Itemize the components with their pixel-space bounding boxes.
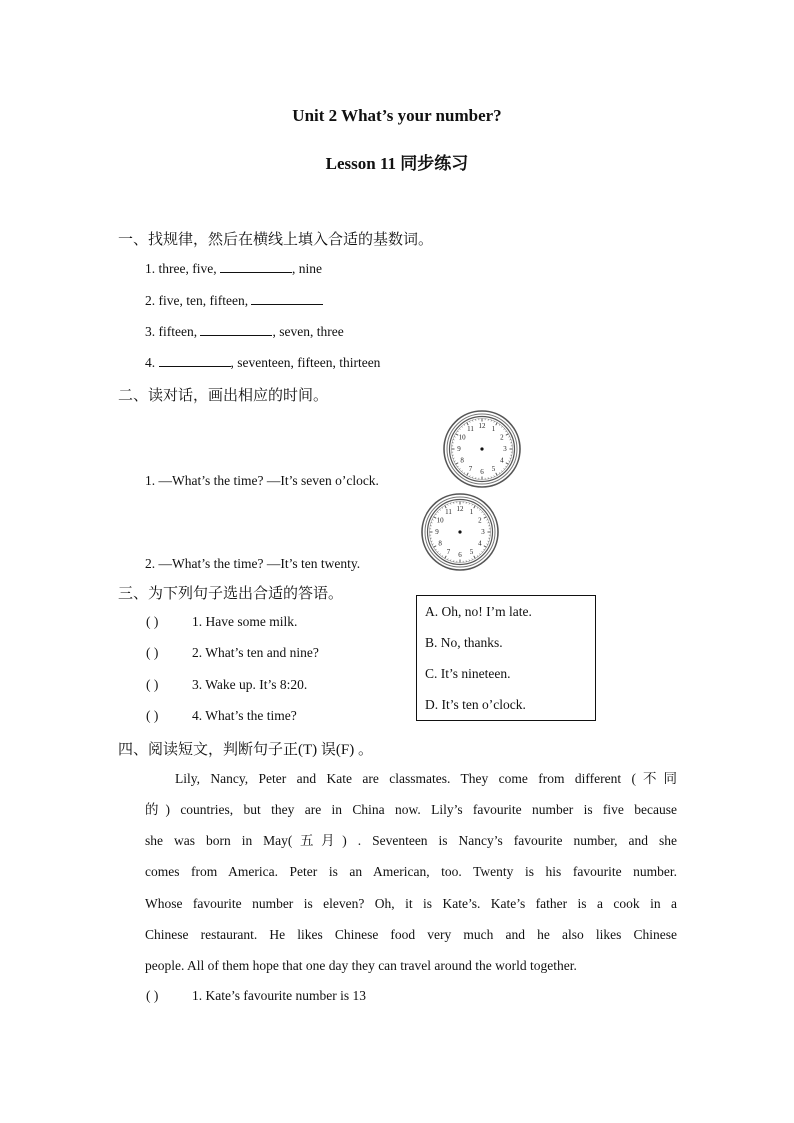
match-question-2 [146,645,319,661]
lesson-title: Lesson 11 同步练习 [325,154,469,173]
fill-blank-3[interactable] [200,323,272,336]
clock-numeral: 1 [469,508,474,517]
passage-line-4: comes from America. Peter is an American, too. Twenty is his favourite number. [145,864,677,879]
passage-line-7: people. All of them hope that one day they can travel around the world together. [145,958,577,973]
match-question-4-text: 4. What’s the time? [192,708,297,723]
dialogue-1: 1. —What’s the time? —It’s seven o’clock. [145,473,379,488]
clock-numeral: 11 [467,425,474,434]
option-b: B. No, thanks. [425,635,503,650]
clock-numeral: 3 [481,528,485,537]
clock-numeral: 12 [478,422,486,431]
judge-question-1 [146,988,366,1004]
answer-paren-2[interactable]: ( ) [146,645,159,660]
passage-line-5: Whose favourite number is eleven? Oh, it is Kate’s. Kate’s father is a cook in a [145,896,677,911]
fill-item-1-post: , nine [291,261,322,276]
fill-item-3-post: , seven, three [272,324,344,339]
clock-numeral: 9 [457,445,461,454]
fill-blank-1[interactable] [220,260,292,273]
match-question-2-text: 2. What’s ten and nine? [192,645,319,660]
fill-item-3-pre: 3. fifteen, [145,324,201,339]
judge-paren-1[interactable]: ( ) [146,988,159,1003]
answer-paren-1[interactable]: ( ) [146,614,159,629]
match-question-3-text: 3. Wake up. It’s 8:20. [192,677,308,692]
fill-blank-2[interactable] [251,292,323,305]
clock-numeral: 2 [500,433,504,442]
fill-item-2-pre: 2. five, ten, fifteen, [145,293,252,308]
clock-numeral: 7 [468,465,473,474]
clock-numeral: 2 [478,516,482,525]
clock-numeral: 4 [478,539,482,548]
match-question-1-text: 1. Have some milk. [192,614,298,629]
match-question-3 [146,677,307,693]
fill-item-4 [145,354,380,371]
clock-numeral: 5 [469,548,474,557]
match-question-4 [146,708,297,724]
clock-numeral: 10 [436,516,444,525]
fill-item-4-pre: 4. [145,355,159,370]
judge-question-1-text: 1. Kate’s favourite number is 13 [192,988,366,1003]
section4-heading: 四、阅读短文，判断句子正(T) 误(F) 。 [118,742,373,758]
fill-blank-4[interactable] [159,354,231,367]
option-d: D. It’s ten o’clock. [425,697,526,712]
clock-numeral: 4 [500,456,504,465]
clock-numeral: 9 [435,528,439,537]
passage-line-2: 的) countries, but they are in China now. Lily’s favourite number is five because [145,802,677,817]
clock-1[interactable] [442,409,522,489]
fill-item-2 [145,292,323,309]
clock-numeral: 7 [446,548,451,557]
clock-numeral: 1 [491,425,496,434]
match-question-1 [146,614,297,630]
unit-title: Unit 2 What’s your number? [292,106,502,125]
section2-heading: 二、读对话，画出相应的时间。 [118,388,329,404]
section1-heading: 一、找规律，然后在横线上填入合适的基数词。 [118,232,434,248]
answer-paren-4[interactable]: ( ) [146,708,159,723]
clock-numeral: 6 [458,551,462,560]
clock-numeral: 5 [491,465,496,474]
clock-numeral: 11 [445,508,452,517]
passage-line-1: Lily, Nancy, Peter and Kate are classmates. They come from different (不同 [175,771,677,786]
clock-numeral: 8 [438,539,442,548]
fill-item-1 [145,260,322,277]
dialogue-2: 2. —What’s the time? —It’s ten twenty. [145,556,361,571]
fill-item-4-post: , seventeen, fifteen, thirteen [230,355,381,370]
clock-numeral: 6 [480,468,484,477]
answer-paren-3[interactable]: ( ) [146,677,159,692]
section3-heading: 三、为下列句子选出合适的答语。 [118,586,344,602]
clock-numeral: 3 [503,445,507,454]
fill-item-3 [145,323,344,340]
option-a: A. Oh, no! I’m late. [425,604,532,619]
clock-numeral: 12 [456,505,464,514]
clock-numeral: 8 [460,456,464,465]
answer-options-box [416,595,596,721]
fill-item-1-pre: 1. three, five, [145,261,220,276]
option-c: C. It’s nineteen. [425,666,511,681]
passage-line-6: Chinese restaurant. He likes Chinese food very much and he also likes Chinese [145,927,677,942]
clock-numeral: 10 [458,433,466,442]
clock-2[interactable] [420,492,500,572]
passage-line-3: she was born in May(五月) . Seventeen is Nancy’s favourite number, and she [145,833,677,848]
